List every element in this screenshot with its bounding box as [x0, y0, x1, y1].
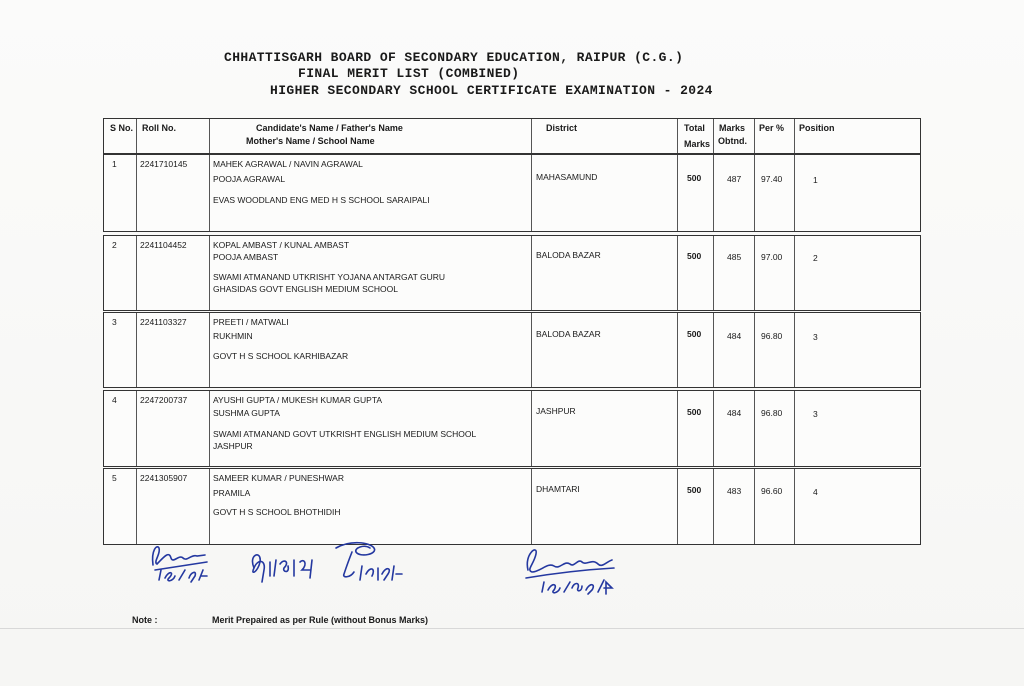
row-candidate-father: SAMEER KUMAR / PUNESHWAR [213, 473, 344, 483]
row-percent: 96.60 [761, 486, 783, 496]
row-obtained: 487 [727, 174, 742, 184]
page-divider [0, 628, 1024, 629]
signature-2 [240, 548, 325, 586]
row-district: BALODA BAZAR [536, 250, 601, 260]
note-text: Merit Prepaired as per Rule (without Bonus Marks) [212, 615, 429, 625]
row-mother: PRAMILA [213, 488, 251, 498]
col-candidate: Candidate's Name / Father's Name Mother's Name / School Name [210, 119, 532, 153]
row-mother: RUKHMIN [213, 331, 253, 341]
row-percent: 96.80 [761, 408, 783, 418]
signature-1 [145, 540, 225, 585]
row-sno: 5 [112, 473, 117, 483]
row-total: 500 [687, 173, 702, 183]
row-candidate-father: KOPAL AMBAST / KUNAL AMBAST [213, 240, 350, 250]
col-total: Total Marks [678, 119, 714, 153]
row-obtained: 484 [727, 331, 742, 341]
row-obtained: 483 [727, 486, 742, 496]
row-mother: POOJA AMBAST [213, 252, 279, 262]
row-obtained: 484 [727, 408, 742, 418]
note-label: Note : [132, 615, 158, 625]
row-roll: 2241104452 [140, 240, 187, 250]
col-sno: S No. [104, 119, 137, 153]
row-position: 1 [813, 175, 818, 185]
table-row [103, 312, 921, 388]
row-candidate-father: PREETI / MATWALI [213, 317, 289, 327]
row-percent: 96.80 [761, 331, 783, 341]
row-mother: POOJA AGRAWAL [213, 174, 286, 184]
row-total: 500 [687, 251, 702, 261]
row-school-cont: GHASIDAS GOVT ENGLISH MEDIUM SCHOOL [213, 284, 398, 294]
row-total: 500 [687, 329, 702, 339]
col-roll: Roll No. [137, 119, 210, 153]
row-school: GOVT H S SCHOOL KARHIBAZAR [213, 351, 349, 361]
row-school: EVAS WOODLAND ENG MED H S SCHOOL SARAIPALI [213, 195, 430, 205]
row-position: 3 [813, 409, 818, 419]
board-title: CHHATTISGARH BOARD OF SECONDARY EDUCATION, RAIPUR (C.G.) [224, 50, 684, 65]
row-candidate-father: MAHEK AGRAWAL / NAVIN AGRAWAL [213, 159, 363, 169]
row-sno: 4 [112, 395, 117, 405]
list-title: FINAL MERIT LIST (COMBINED) [298, 66, 520, 81]
row-sno: 3 [112, 317, 117, 327]
table-row [103, 235, 921, 311]
col-position: Position [799, 123, 835, 133]
signature-3 [330, 538, 415, 586]
row-school: GOVT H S SCHOOL BHOTHIDIH [213, 507, 341, 517]
table-row [103, 468, 921, 545]
col-district: District [532, 119, 678, 153]
col-obtained: Marks Obtnd. [714, 119, 755, 153]
row-total: 500 [687, 407, 702, 417]
table-row [103, 390, 921, 467]
row-school: SWAMI ATMANAND GOVT UTKRISHT ENGLISH MEDIUM SCHOOL [213, 429, 477, 439]
signature-4 [520, 540, 630, 600]
row-position: 3 [813, 332, 818, 342]
row-mother: SUSHMA GUPTA [213, 408, 280, 418]
row-roll: 2241710145 [140, 159, 188, 169]
exam-title: HIGHER SECONDARY SCHOOL CERTIFICATE EXAMINATION - 2024 [270, 83, 713, 98]
row-school-cont: JASHPUR [213, 441, 253, 451]
table-header-row [103, 118, 921, 154]
row-district: BALODA BAZAR [536, 329, 601, 339]
row-district: DHAMTARI [536, 484, 580, 494]
col-percent: Per % [755, 119, 795, 153]
row-school: SWAMI ATMANAND UTKRISHT YOJANA ANTARGAT GURU [213, 272, 446, 282]
row-sno: 1 [112, 159, 117, 169]
row-position: 2 [813, 253, 818, 263]
row-roll: 2247200737 [140, 395, 188, 405]
row-total: 500 [687, 485, 702, 495]
row-roll: 2241305907 [140, 473, 188, 483]
row-percent: 97.40 [761, 174, 783, 184]
row-position: 4 [813, 487, 818, 497]
row-candidate-father: AYUSHI GUPTA / MUKESH KUMAR GUPTA [213, 395, 383, 405]
row-district: JASHPUR [536, 406, 576, 416]
row-sno: 2 [112, 240, 117, 250]
row-district: MAHASAMUND [536, 172, 598, 182]
row-obtained: 485 [727, 252, 742, 262]
row-percent: 97.00 [761, 252, 783, 262]
row-roll: 2241103327 [140, 317, 187, 327]
table-row [103, 154, 921, 232]
